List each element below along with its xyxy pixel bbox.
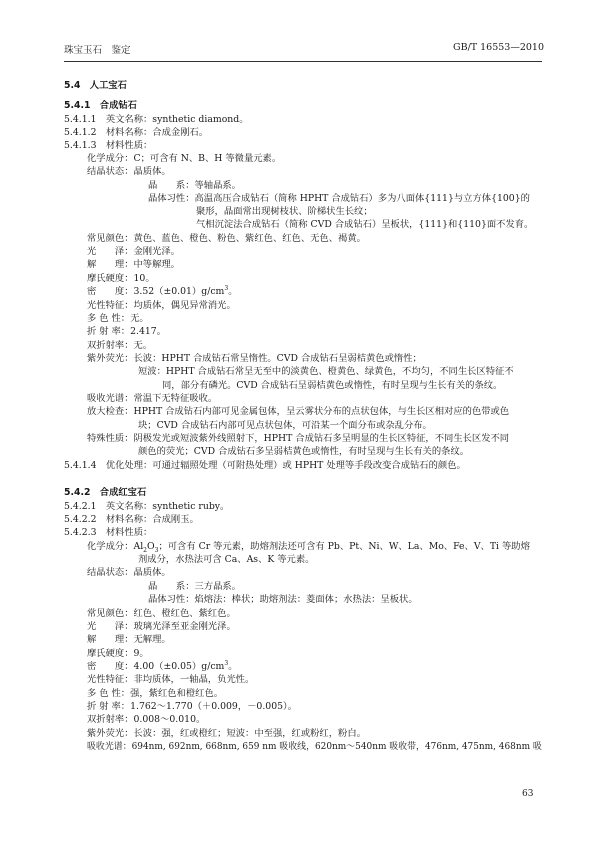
- text-line: 结晶状态：晶质体。: [87, 166, 171, 177]
- text-line: 吸收光谱：694nm, 692nm, 668nm, 659 nm 吸收线，620nm～540nm 吸收带，476nm, 475nm, 468nm 吸: [87, 741, 542, 752]
- text-line: 晶 系：三方晶系。: [148, 581, 241, 592]
- text-line: 吸收光谱：常温下无特征吸收。: [87, 393, 218, 404]
- text-line: 光 泽：玻璃光泽至亚金刚光泽。: [87, 621, 236, 632]
- text-line: 特殊性质：阴极发光或短波紫外线照射下，HPHT 合成钻石多呈明显的生长区特征，不同生长区发不同: [87, 433, 510, 444]
- superscript: 3: [224, 659, 229, 667]
- text-line: 晶 系：等轴晶系。: [148, 180, 241, 191]
- text-line: 解 理：中等解理。: [87, 259, 180, 270]
- text-span: O: [147, 541, 155, 552]
- text-span: 密 度：3.52（±0.01）g/cm: [87, 286, 225, 297]
- text-span: 密 度：4.00（±0.05）g/cm: [87, 661, 225, 672]
- subscript: 2: [143, 546, 147, 554]
- text-line: 常见颜色：黄色、蓝色、橙色、粉色、紫红色、红色、无色、褐黄。: [87, 233, 366, 244]
- text-line: 块；CVD 合成钻石内部可见点状包体，可沿某一个面分布或杂乱分布。: [138, 420, 432, 431]
- text-line: 光性特征：非均质体，一轴晶，负光性。: [87, 674, 255, 685]
- text-line: 聚形，晶面常出现树枝状、阶梯状生长纹；: [196, 206, 373, 217]
- text-line: 5.4.2.1 英文名称：synthetic ruby。: [64, 501, 230, 512]
- text-line: 化学成分：C；可含有 N、B、H 等微量元素。: [87, 153, 282, 164]
- text-line: 双折射率：无。: [87, 340, 153, 351]
- text-line: 摩氏硬度：10。: [87, 273, 155, 284]
- header-left: 珠宝玉石 鉴定: [64, 45, 131, 56]
- text-line: 紫外荧光：长波：HPHT 合成钻石常呈惰性。CVD 合成钻石呈弱桔黄色或惰性；: [87, 353, 422, 364]
- text-line: 5.4.1.4 优化处理：可通过辐照处理（可附热处理）或 HPHT 处理等手段改变合成钻石的颜色。: [64, 460, 466, 471]
- text-line: 同，部分有磷光。CVD 合成钻石呈弱桔黄色或惰性，有时呈现与生长有关的条纹。: [162, 380, 503, 391]
- density-line: [87, 286, 238, 298]
- text-span: 化学成分：Al: [87, 541, 144, 552]
- text-line: 5.4.1.2 材料名称：合成金刚石。: [64, 127, 209, 138]
- text-line: 短波：HPHT 合成钻石常呈无至中的淡黄色、橙黄色、绿黄色，不均匀，不同生长区特征不: [138, 366, 514, 377]
- text-line: 晶体习性：高温高压合成钻石（简称 HPHT 合成钻石）多为八面体{111}与立方体{100}的: [148, 193, 530, 204]
- text-line: 5.4.1.3 材料性质：: [64, 140, 153, 151]
- text-line: 多 色 性：无。: [87, 313, 149, 324]
- page-number: 63: [522, 789, 534, 799]
- text-line: 摩氏硬度：9。: [87, 648, 149, 659]
- text-line: 气相沉淀法合成钻石（简称 CVD 合成钻石）呈板状，{111}和{110}面不发育。: [196, 219, 534, 230]
- text-line: 5.4.2.2 材料名称：合成刚玉。: [64, 514, 199, 525]
- text-line: 晶体习性：焰熔法：棒状；助熔剂法：菱面体；水热法：呈板状。: [148, 594, 418, 605]
- chemical-formula-line: [87, 541, 530, 553]
- section-heading: 5.4 人工宝石: [64, 80, 127, 91]
- subsection-heading: 5.4.1 合成钻石: [64, 100, 137, 111]
- text-line: 常见颜色：红色、橙红色、紫红色。: [87, 608, 236, 619]
- text-line: 放大检查：HPHT 合成钻石内部可见金属包体，呈云雾状分布的点状包体，与生长区相对应的色带或色: [87, 406, 510, 417]
- text-line: 5.4.2.3 材料性质：: [64, 527, 153, 538]
- text-line: 5.4.1.1 英文名称：synthetic diamond。: [64, 114, 249, 125]
- text-line: 多 色 性：强，紫红色和橙红色。: [87, 688, 224, 699]
- text-line: 折 射 率：1.762～1.770（＋0.009，－0.005）。: [87, 701, 297, 712]
- header-rule: [64, 61, 542, 62]
- subscript: 3: [154, 546, 159, 554]
- text-span: 。: [228, 661, 238, 672]
- text-line: 解 理：无解理。: [87, 634, 171, 645]
- header-right: GB/T 16553—2010: [453, 42, 545, 53]
- text-span: 。: [228, 286, 238, 297]
- superscript: 3: [224, 284, 229, 292]
- text-line: 双折射率：0.008～0.010。: [87, 714, 206, 725]
- density-line: [87, 661, 238, 673]
- text-line: 紫外荧光：长波：强，红或橙红；短波：中至强，红或粉红，粉白。: [87, 728, 366, 739]
- text-line: 结晶状态：晶质体。: [87, 567, 171, 578]
- text-line: 光性特征：均质体，偶见异常消光。: [87, 300, 236, 311]
- text-line: 剂成分，水热法可含 Ca、As、K 等元素。: [138, 554, 315, 565]
- text-line: 光 泽：金刚光泽。: [87, 246, 180, 257]
- subsection-heading: 5.4.2 合成红宝石: [64, 487, 147, 498]
- text-line: 折 射 率：2.417。: [87, 326, 167, 337]
- text-line: 颜色的荧光；CVD 合成钻石多呈弱桔黄色或惰性，有时呈现与生长有关的条纹。: [138, 446, 470, 457]
- text-span: ；可含有 Cr 等元素，助熔剂法还可含有 Pb、Pt、Ni、W、La、Mo、Fe、V、Ti 等助熔: [158, 541, 530, 552]
